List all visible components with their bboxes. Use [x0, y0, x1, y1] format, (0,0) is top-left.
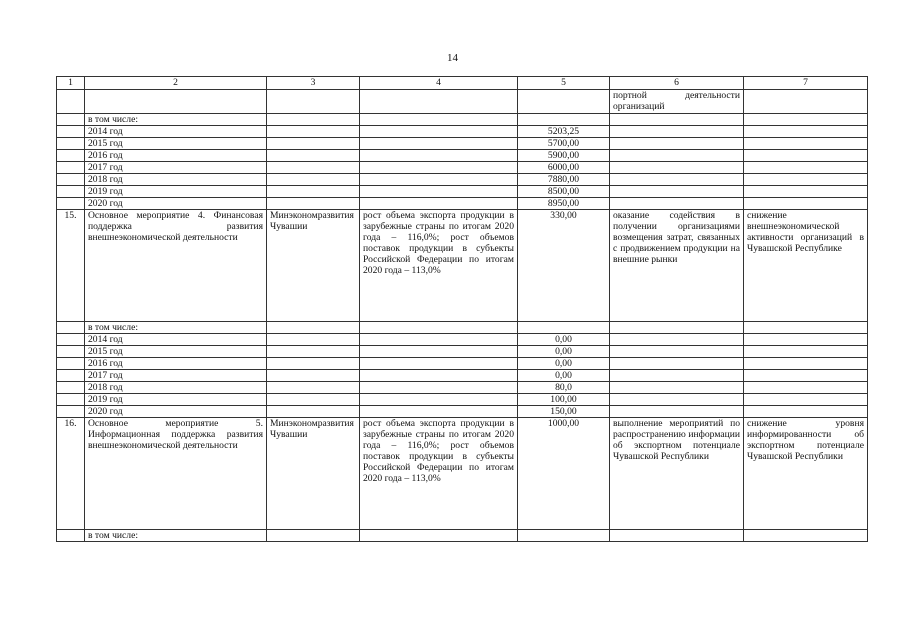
risk: снижение внешнеэкономической активности организаций в Чувашской Республике: [744, 210, 868, 322]
year-label: 2017 год: [85, 370, 267, 382]
result: выполнение мероприятий по распространению информации об экспортном потенциале Чувашской Республики: [610, 418, 744, 530]
header-row: [57, 77, 868, 90]
year-label: 2014 год: [85, 126, 267, 138]
year-label: 2020 год: [85, 406, 267, 418]
year-value: 80,0: [518, 382, 610, 394]
subtotal-label-row: [57, 322, 868, 334]
col-header: 4: [360, 77, 518, 90]
year-value: 7880,00: [518, 174, 610, 186]
page-number: 14: [447, 52, 458, 64]
year-label: 2015 год: [85, 346, 267, 358]
year-value: 0,00: [518, 334, 610, 346]
year-row: [57, 150, 868, 162]
year-label: 2017 год: [85, 162, 267, 174]
year-label: 2016 год: [85, 358, 267, 370]
year-label: 2019 год: [85, 186, 267, 198]
year-row: [57, 126, 868, 138]
executor: Минэкономразвития Чувашии: [267, 418, 360, 530]
indicator: рост объема экспорта продукции в зарубежные страны по итогам 2020 года – 116,0%; рост объемов поставок продукции в субъекты Российской Федерации по итогам 2020 года – 113,0%: [360, 210, 518, 322]
year-row: [57, 382, 868, 394]
col-header: 7: [744, 77, 868, 90]
year-value: 8950,00: [518, 198, 610, 210]
measures-table: [56, 76, 868, 542]
year-row: [57, 198, 868, 210]
year-label: 2014 год: [85, 334, 267, 346]
year-label: 2015 год: [85, 138, 267, 150]
col-header: 6: [610, 77, 744, 90]
year-value: 8500,00: [518, 186, 610, 198]
year-value: 6000,00: [518, 162, 610, 174]
year-row: [57, 138, 868, 150]
executor: Минэкономразвития Чувашии: [267, 210, 360, 322]
year-label: 2020 год: [85, 198, 267, 210]
year-value: 5203,25: [518, 126, 610, 138]
year-value: 5900,00: [518, 150, 610, 162]
result: оказание содействия в получении организациями возмещения затрат, связанных с продвижением продукции на внешние рынки: [610, 210, 744, 322]
year-row: [57, 334, 868, 346]
col-header: 2: [85, 77, 267, 90]
incl-label: в том числе:: [85, 530, 267, 542]
measure-row-15: [57, 210, 868, 322]
year-value: 150,00: [518, 406, 610, 418]
year-row: [57, 406, 868, 418]
year-row: [57, 370, 868, 382]
year-row: [57, 162, 868, 174]
measure-name: Основное мероприятие 4. Финансовая поддержка развития внешнеэкономической деятельности: [85, 210, 267, 322]
measure-row-16: [57, 418, 868, 530]
incl-label: в том числе:: [85, 322, 267, 334]
amount: 1000,00: [518, 418, 610, 530]
year-value: 0,00: [518, 358, 610, 370]
year-value: 5700,00: [518, 138, 610, 150]
col-header: 3: [267, 77, 360, 90]
year-label: 2019 год: [85, 394, 267, 406]
year-row: [57, 174, 868, 186]
col-header: 1: [57, 77, 85, 90]
year-label: 2016 год: [85, 150, 267, 162]
row-number: 15.: [57, 210, 85, 322]
measure-name: Основное мероприятие 5. Информационная поддержка развития внешнеэкономической деятельности: [85, 418, 267, 530]
risk: снижение уровня информированности об экспортном потенциале Чувашской Республики: [744, 418, 868, 530]
year-row: [57, 358, 868, 370]
year-row: [57, 186, 868, 198]
indicator: рост объема экспорта продукции в зарубежные страны по итогам 2020 года – 116,0%; рост объемов поставок продукции в субъекты Российской Федерации по итогам 2020 года – 113,0%: [360, 418, 518, 530]
continuation-row: [57, 90, 868, 114]
year-label: 2018 год: [85, 382, 267, 394]
incl-label: в том числе:: [85, 114, 267, 126]
col-header: 5: [518, 77, 610, 90]
result-cell: портной деятельности организаций: [610, 90, 744, 114]
year-value: 0,00: [518, 346, 610, 358]
year-value: 100,00: [518, 394, 610, 406]
year-value: 0,00: [518, 370, 610, 382]
amount: 330,00: [518, 210, 610, 322]
year-row: [57, 394, 868, 406]
row-number: 16.: [57, 418, 85, 530]
year-row: [57, 346, 868, 358]
year-label: 2018 год: [85, 174, 267, 186]
subtotal-label-row: [57, 114, 868, 126]
subtotal-label-row: [57, 530, 868, 542]
